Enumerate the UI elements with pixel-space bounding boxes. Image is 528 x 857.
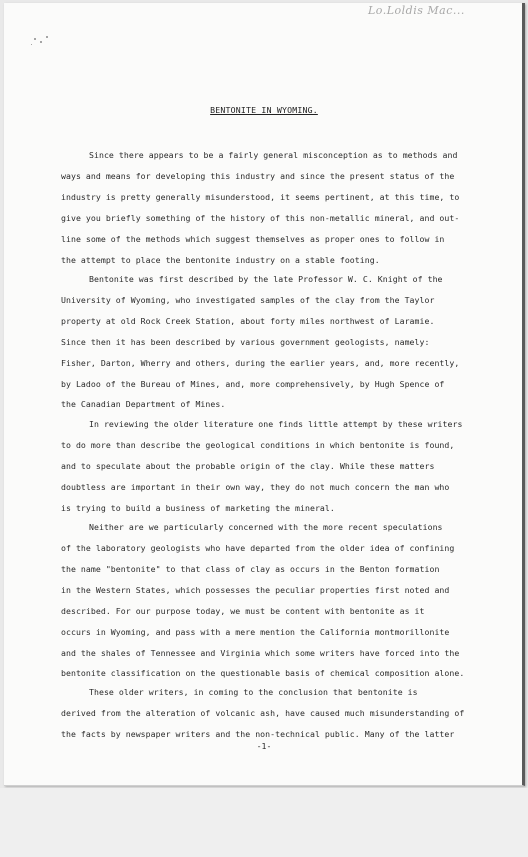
document-title: BENTONITE IN WYOMING.: [210, 105, 318, 115]
text-line: University of Wyoming, who investigated samples of the clay from the Taylor: [61, 295, 435, 305]
text-line: the name "bentonite" to that class of clay as occurs in the Benton formation: [61, 564, 440, 574]
text-line: doubtless are important in their own way, they do not much concern the man who: [61, 482, 450, 492]
text-line: derived from the alteration of volcanic ash, have caused much misunderstanding of: [61, 708, 465, 718]
ink-speck: [31, 44, 32, 45]
text-line: Since there appears to be a fairly general misconception as to methods and: [89, 150, 458, 160]
text-line: the attempt to place the bentonite industry on a stable footing.: [61, 255, 380, 265]
text-line: industry is pretty generally misunderstood, it seems pertinent, at this time, to: [61, 192, 460, 202]
ink-speck: [40, 41, 42, 43]
handwritten-note: Lo.Loldis Mac...: [368, 4, 465, 17]
page-background: [0, 788, 528, 857]
text-line: ways and means for developing this industry and since the present status of the: [61, 171, 455, 181]
text-line: is trying to build a business of marketing the mineral.: [61, 503, 335, 513]
ink-speck: [34, 38, 36, 40]
text-line: the facts by newspaper writers and the non-technical public. Many of the latter: [61, 729, 455, 739]
text-line: Since then it has been described by various government geologists, namely:: [61, 337, 430, 347]
text-line: described. For our purpose today, we must be content with bentonite as it: [61, 606, 425, 616]
text-line: property at old Rock Creek Station, about forty miles northwest of Laramie.: [61, 316, 435, 326]
text-line: and to speculate about the probable origin of the clay. While these matters: [61, 461, 435, 471]
text-line: occurs in Wyoming, and pass with a mere mention the California montmorillonite: [61, 627, 450, 637]
text-line: Neither are we particularly concerned with the more recent speculations: [89, 522, 443, 532]
ink-speck: [46, 36, 48, 38]
text-line: in the Western States, which possesses the peculiar properties first noted and: [61, 585, 450, 595]
text-line: line some of the methods which suggest themselves as proper ones to follow in: [61, 234, 445, 244]
text-line: Bentonite was first described by the late Professor W. C. Knight of the: [89, 274, 443, 284]
text-line: and the shales of Tennessee and Virginia which some writers have forced into the: [61, 648, 460, 658]
text-line: Fisher, Darton, Wherry and others, during the earlier years, and, more recently,: [61, 358, 460, 368]
text-line: to do more than describe the geological conditions in which bentonite is found,: [61, 440, 455, 450]
text-line: bentonite classification on the questionable basis of chemical composition alone.: [61, 668, 465, 678]
text-line: In reviewing the older literature one finds little attempt by these writers: [89, 419, 463, 429]
page-number: -1-: [256, 741, 272, 751]
text-line: by Ladoo of the Bureau of Mines, and, more comprehensively, by Hugh Spence of: [61, 379, 445, 389]
text-line: give you briefly something of the history of this non-metallic mineral, and out-: [61, 213, 460, 223]
text-line: These older writers, in coming to the conclusion that bentonite is: [89, 687, 418, 697]
text-line: the Canadian Department of Mines.: [61, 399, 226, 409]
text-line: of the laboratory geologists who have departed from the older idea of confining: [61, 543, 455, 553]
